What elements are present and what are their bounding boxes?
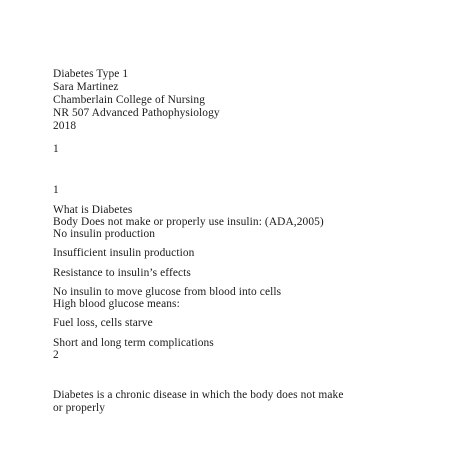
text-line: High blood glucose means:	[53, 298, 180, 310]
document-title: Diabetes Type 1	[53, 68, 129, 80]
slide-number: 2	[53, 349, 59, 361]
text-line: No insulin production	[53, 228, 156, 240]
text-line: Fuel loss, cells starve	[53, 317, 153, 329]
text-line: No insulin to move glucose from blood into cells	[53, 286, 282, 298]
section-heading: What is Diabetes	[53, 204, 133, 216]
author-name: Sara Martinez	[53, 81, 119, 93]
page-number: 1	[53, 143, 59, 155]
year: 2018	[53, 120, 77, 132]
course-name: NR 507 Advanced Pathophysiology	[53, 107, 220, 119]
institution-name: Chamberlain College of Nursing	[53, 94, 205, 106]
text-line: Insufficient insulin production	[53, 247, 195, 259]
text-line: Body Does not make or properly use insulin: (ADA,2005)	[53, 216, 324, 228]
text-line: Resistance to insulin’s effects	[53, 267, 191, 279]
text-line: Diabetes is a chronic disease in which the body does not make	[53, 389, 344, 401]
text-line: or properly	[53, 402, 106, 414]
slide-number: 1	[53, 184, 59, 196]
text-line: Short and long term complications	[53, 337, 214, 349]
